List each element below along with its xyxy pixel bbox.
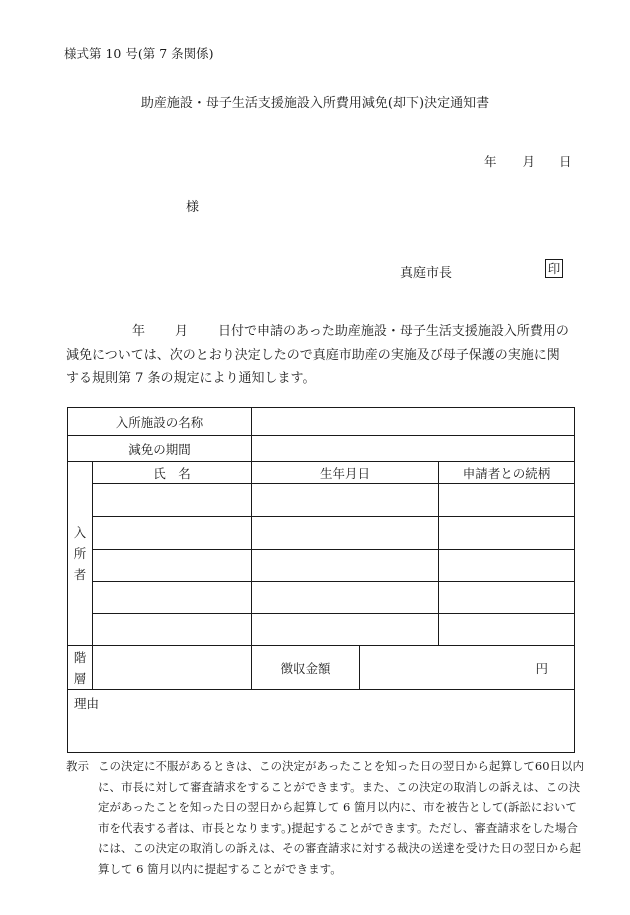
- resident-birth-cell[interactable]: [252, 550, 439, 582]
- collection-amount-field[interactable]: [360, 646, 575, 690]
- issuer-name: 真庭市長: [400, 266, 453, 281]
- resident-relation-cell[interactable]: [439, 517, 575, 550]
- resident-name-cell[interactable]: [93, 517, 252, 550]
- body-text: [66, 320, 586, 391]
- body-month: 月: [175, 324, 189, 339]
- reason-field[interactable]: [68, 690, 575, 753]
- reason-label: 理由: [74, 696, 100, 711]
- facility-name-label: 入所施設の名称: [68, 408, 252, 436]
- date-year: 年: [484, 154, 497, 169]
- seal-mark: 印: [545, 259, 563, 278]
- resident-birth-cell[interactable]: [252, 517, 439, 550]
- date-day: 日: [559, 154, 572, 169]
- body-line1: 日付で申請のあった助産施設・母子生活支援施設入所費用の: [218, 324, 569, 339]
- period-label: 減免の期間: [68, 436, 252, 462]
- body-line3: する規則第 7 条の規定により通知します。: [66, 371, 316, 386]
- resident-relation-cell[interactable]: [439, 550, 575, 582]
- addressee-suffix: 様: [186, 200, 200, 215]
- resident-row: [68, 517, 575, 550]
- resident-relation-cell[interactable]: [439, 484, 575, 517]
- body-line2: 減免については、次のとおり決定したので真庭市助産の実施及び母子保護の実施に関: [66, 347, 560, 363]
- collection-amount-label: 徴収金額: [252, 646, 360, 690]
- period-field[interactable]: [252, 436, 575, 462]
- resident-name-cell[interactable]: [93, 614, 252, 646]
- resident-relation-cell[interactable]: [439, 614, 575, 646]
- residents-label-char: 入: [73, 525, 87, 540]
- column-header-relation: 申請者との続柄: [439, 462, 575, 484]
- facility-name-field[interactable]: [252, 408, 575, 436]
- form-table: [67, 407, 575, 753]
- resident-name-cell[interactable]: [93, 484, 252, 517]
- body-year: 年: [132, 324, 146, 339]
- column-header-name: 氏 名: [93, 462, 252, 484]
- residents-label: [68, 462, 93, 646]
- currency-unit: 円: [535, 660, 549, 676]
- form-number: 様式第 10 号(第 7 条関係): [64, 46, 214, 61]
- class-field[interactable]: [93, 646, 252, 690]
- class-label-char: 層: [73, 670, 87, 686]
- appeal-notice: [66, 756, 584, 879]
- date-line: [484, 152, 572, 170]
- class-label: [68, 646, 93, 690]
- notice-text: この決定に不服があるときは、この決定があったことを知った日の翌日から起算して60日以内に、市長に対して審査請求をすることができます。また、この決定の取消しの訴えは、この決定があったことを知った日の翌日から起算して 6 箇月以内に、市を被告として(訴訟において市を代表する者は、市長となります。)提起することができます。ただし、審査請求をした場合には、この決定の取消しの訴えは、その審査請求に対する裁決の送達を受けた日の翌日から起算して 6 箇月以内に提起することができます。: [98, 759, 585, 876]
- resident-birth-cell[interactable]: [252, 614, 439, 646]
- resident-row: [68, 484, 575, 517]
- notice-label: 教示: [66, 759, 89, 773]
- resident-row: [68, 614, 575, 646]
- column-header-birth: 生年月日: [252, 462, 439, 484]
- residents-label-char: 所: [73, 546, 87, 561]
- resident-row: [68, 550, 575, 582]
- resident-row: [68, 582, 575, 614]
- resident-birth-cell[interactable]: [252, 582, 439, 614]
- class-label-char: 階: [73, 649, 87, 665]
- resident-name-cell[interactable]: [93, 550, 252, 582]
- residents-label-char: 者: [73, 567, 87, 582]
- resident-birth-cell[interactable]: [252, 484, 439, 517]
- resident-name-cell[interactable]: [93, 582, 252, 614]
- date-month: 月: [522, 154, 536, 169]
- resident-relation-cell[interactable]: [439, 582, 575, 614]
- document-title: 助産施設・母子生活支援施設入所費用減免(却下)決定通知書: [140, 96, 490, 111]
